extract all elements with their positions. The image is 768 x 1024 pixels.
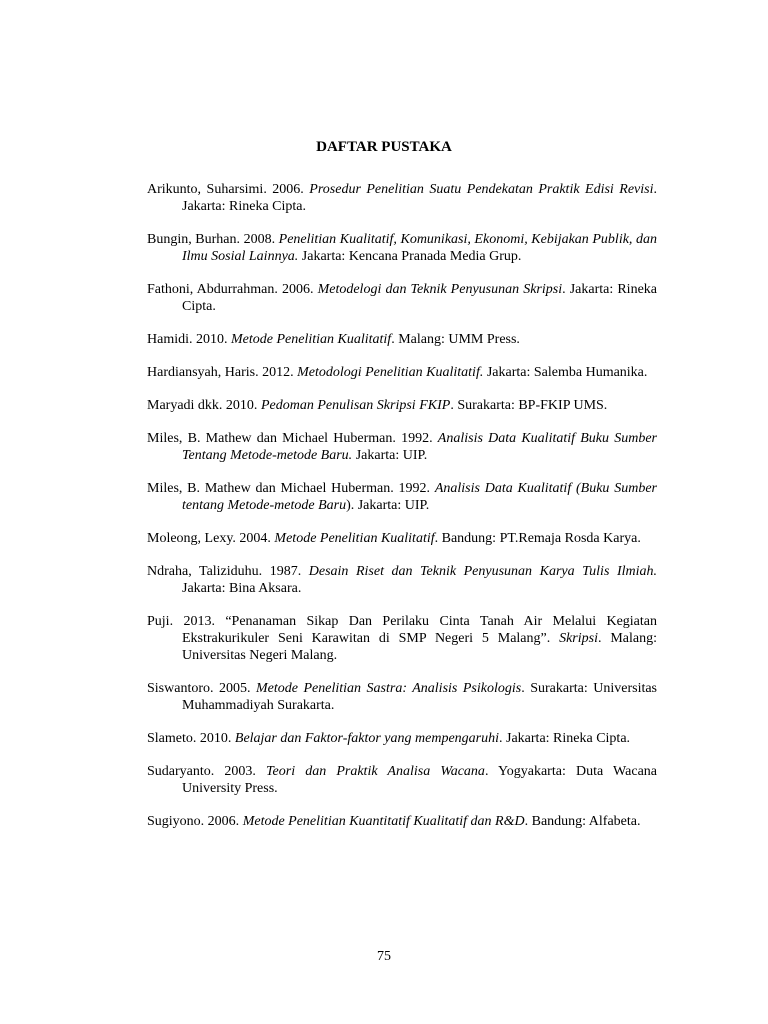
reference-title: Metode Penelitian Kualitatif (274, 531, 435, 546)
reference-author-year: Miles, B. Mathew dan Michael Huberman. 1992. (147, 481, 435, 496)
reference-author-year: Hamidi. 2010. (147, 332, 231, 347)
reference-title: Metode Penelitian Sastra: Analisis Psikologis (256, 681, 522, 696)
reference-title: Analisis Data Kualitatif Buku Sumber Tentang Metode-metode Baru. (182, 431, 657, 463)
reference-author-year: Puji. 2013. “Penanaman Sikap Dan Perilaku Cinta Tanah Air Melalui Kegiatan Ekstrakurikuler Seni Karawitan di SMP Negeri 5 Malang”. (147, 614, 657, 646)
reference-entry (147, 813, 657, 830)
reference-author-year: Moleong, Lexy. 2004. (147, 531, 275, 546)
reference-author-year: Sugiyono. 2006. (147, 814, 243, 829)
reference-publisher: . Jakarta: Rineka Cipta. (182, 282, 658, 314)
reference-entry (147, 181, 657, 215)
reference-title: Penelitian Kualitatif, Komunikasi, Ekonomi, Kebijakan Publik, dan Ilmu Sosial Lainnya. (182, 232, 657, 264)
reference-author-year: Ndraha, Taliziduhu. 1987. (147, 564, 309, 579)
reference-author-year: Miles, B. Mathew dan Michael Huberman. 1992. (147, 431, 438, 446)
reference-title: Pedoman Penulisan Skripsi FKIP (260, 398, 451, 413)
reference-publisher: . Jakarta: Rineka Cipta. (499, 731, 631, 746)
reference-author-year: Slameto. 2010. (147, 731, 235, 746)
reference-entry (147, 530, 657, 547)
reference-publisher: . Bandung: PT.Remaja Rosda Karya. (434, 531, 641, 546)
reference-title: Analisis Data Kualitatif (Buku Sumber tentang Metode-metode Baru (182, 481, 657, 513)
reference-author-year: Arikunto, Suharsimi. 2006. (147, 182, 310, 197)
reference-entry (147, 680, 657, 714)
reference-publisher: Jakarta: Kencana Pranada Media Grup. (298, 249, 522, 264)
reference-author-year: Bungin, Burhan. 2008. (147, 232, 279, 247)
reference-title: Metode Penelitian Kualitatif (231, 332, 392, 347)
reference-title: Desain Riset dan Teknik Penyusunan Karya Tulis Ilmiah. (308, 564, 657, 579)
reference-entry (147, 480, 657, 514)
reference-title: Skripsi (559, 631, 598, 646)
page-title: DAFTAR PUSTAKA (316, 139, 452, 155)
reference-publisher: Jakarta: Salemba Humanika. (483, 365, 648, 380)
reference-author-year: Maryadi dkk. 2010. (147, 398, 261, 413)
reference-entry (147, 430, 657, 464)
reference-author-year: Hardiansyah, Haris. 2012. (147, 365, 298, 380)
reference-publisher: Jakarta: Bina Aksara. (182, 581, 302, 596)
reference-publisher: . Malang: Universitas Negeri Malang. (182, 631, 657, 663)
reference-title: Metodelogi dan Teknik Penyusunan Skripsi (317, 282, 563, 297)
reference-title: Metode Penelitian Kuantitatif Kualitatif dan R&D (242, 814, 525, 829)
reference-publisher: . Surakarta: BP-FKIP UMS. (450, 398, 608, 413)
reference-entry (147, 231, 657, 265)
reference-publisher: . Jakarta: Rineka Cipta. (182, 182, 657, 214)
reference-title: Belajar dan Faktor-faktor yang mempengaruhi (234, 731, 500, 746)
reference-author-year: Siswantoro. 2005. (147, 681, 257, 696)
reference-author-year: Fathoni, Abdurrahman. 2006. (147, 282, 318, 297)
reference-publisher: . Malang: UMM Press. (391, 332, 520, 347)
reference-entry (147, 364, 657, 381)
page-number: 75 (377, 949, 391, 964)
reference-entry (147, 763, 657, 797)
reference-entry (147, 281, 657, 315)
reference-entry (147, 563, 657, 597)
reference-list (147, 181, 657, 846)
reference-author-year: Sudaryanto. 2003. (147, 764, 267, 779)
reference-title: Prosedur Penelitian Suatu Pendekatan Praktik Edisi Revisi (309, 182, 654, 197)
reference-entry (147, 730, 657, 747)
reference-publisher: . Surakarta: Universitas Muhammadiyah Surakarta. (182, 681, 658, 713)
reference-title: Metodologi Penelitian Kualitatif. (297, 365, 484, 380)
reference-publisher: . Yogyakarta: Duta Wacana University Press. (182, 764, 658, 796)
reference-entry (147, 331, 657, 348)
reference-title: Teori dan Praktik Analisa Wacana (266, 764, 485, 779)
reference-publisher: Jakarta: UIP. (352, 448, 428, 463)
reference-entry (147, 613, 657, 664)
reference-publisher: . Bandung: Alfabeta. (524, 814, 641, 829)
reference-entry (147, 397, 657, 414)
reference-publisher: ). Jakarta: UIP. (346, 498, 430, 513)
